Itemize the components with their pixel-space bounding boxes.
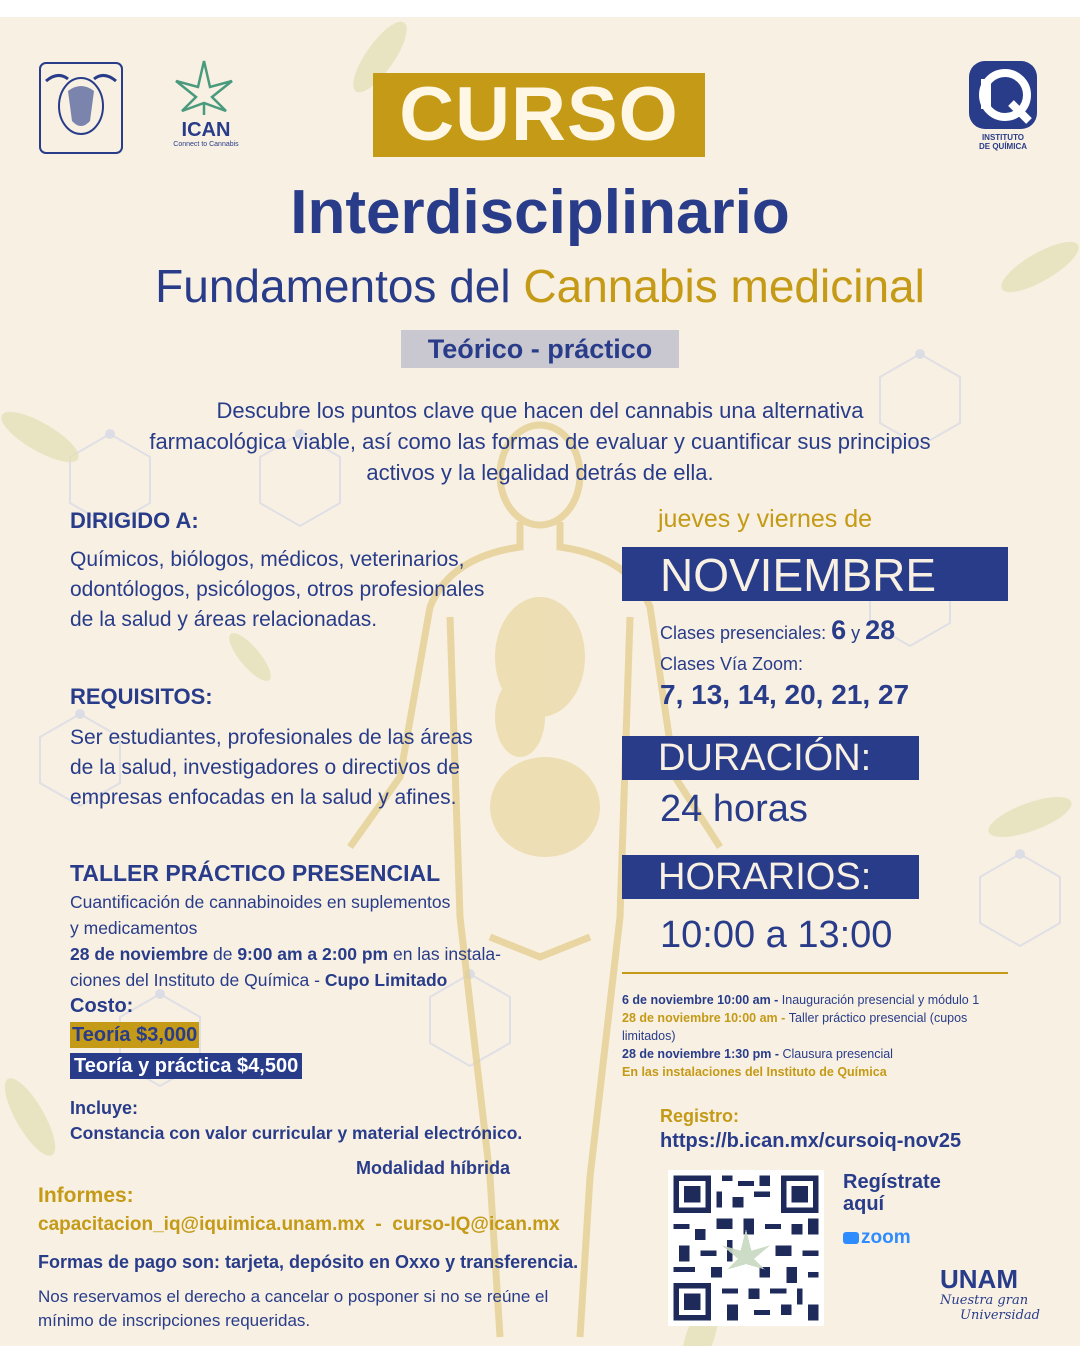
disclaimer-line1: Nos reservamos el derecho a cancelar o posponer si no se reúne el (38, 1287, 549, 1306)
dias-intro: jueves y viernes de (658, 505, 873, 533)
duracion-label: DURACIÓN: (622, 736, 919, 780)
requisitos-line2: de la salud, investigadores o directivos de (70, 756, 460, 779)
requisitos-line1: Ser estudiantes, profesionales de las áreas (70, 726, 473, 749)
ican-name: ICAN (181, 119, 231, 141)
dirigido-heading: DIRIGIDO A: (70, 508, 199, 533)
informes-emails[interactable]: capacitacion_iq@iquimica.unam.mx - curso-IQ@ican.mx (38, 1214, 560, 1235)
costo-heading: Costo: (70, 995, 134, 1017)
subtitle-part1: Fundamentos del (155, 260, 524, 312)
taller-line4-text: ciones del Instituto de Química - (70, 970, 325, 990)
taller-heading: TALLER PRÁCTICO PRESENCIAL (70, 860, 441, 886)
taller-line3-rest: en las instala- (388, 944, 501, 964)
payment-methods: Formas de pago son: tarjeta, depósito en Oxxo y transferencia. (38, 1252, 579, 1272)
dirigido-line3: de la salud y áreas relacionadas. (70, 608, 378, 631)
taller-date-mid: de (208, 944, 238, 964)
zoom-wordmark: zoom (861, 1227, 911, 1248)
schedule-row-2 (622, 1009, 1012, 1027)
subtitle-part2: Cannabis medicinal (523, 260, 925, 312)
registrate-line2: aquí (843, 1193, 885, 1215)
taller-line4 (70, 967, 590, 993)
poster (0, 17, 1080, 1346)
modalidad-text: Modalidad híbrida (356, 1158, 511, 1178)
presencial-date-b: 28 (865, 615, 896, 645)
schedule-list (622, 991, 1012, 1081)
presencial-date-a: 6 (831, 615, 847, 645)
price-teoria-practica: Teoría y práctica $4,500 (70, 1053, 302, 1079)
schedule-location: En las instalaciones del Instituto de Química (622, 1065, 887, 1079)
schedule-row-3-text: Clausura presencial (782, 1047, 893, 1061)
zoom-label: Clases Vía Zoom: (660, 654, 804, 674)
schedule-row-1 (622, 991, 1012, 1009)
taller-date: 28 de noviembre (70, 944, 209, 964)
unam-tagline-line1: Nuestra gran (940, 1293, 1029, 1308)
horarios-value: 10:00 a 13:00 (660, 914, 893, 956)
taller-text (70, 889, 590, 993)
taller-line3 (70, 941, 590, 967)
schedule-row-3-date: 28 de noviembre 1:30 pm - (622, 1047, 783, 1061)
taller-line1: Cuantificación de cannabinoides en suplementos (70, 892, 451, 912)
ican-logo (168, 59, 244, 148)
iq-logo-icon (967, 59, 1039, 131)
cannabis-leaf-icon (172, 59, 236, 117)
horarios-label: HORARIOS: (622, 855, 919, 899)
taller-time: 9:00 am a 2:00 pm (237, 944, 389, 964)
unam-seal-icon (38, 61, 124, 161)
registrate-cta[interactable] (843, 1171, 941, 1215)
intro-line3: activos y la legalidad detrás de ella. (366, 460, 714, 485)
ican-tagline: Connect to Cannabis (173, 141, 239, 148)
qr-code-icon[interactable] (668, 1170, 824, 1326)
unam-wordmark: UNAM (940, 1264, 1018, 1294)
schedule-row-2-date: 28 de noviembre 10:00 am - (622, 1011, 789, 1025)
month-banner: NOVIEMBRE (622, 547, 1008, 601)
disclaimer-line2: mínimo de inscripciones requeridas. (38, 1311, 311, 1330)
schedule-row-2-cont: limitados) (622, 1029, 676, 1043)
dirigido-line2: odontólogos, psicólogos, otros profesionales (70, 578, 485, 601)
zoom-logo (843, 1227, 911, 1249)
schedule-row-2-text: Taller práctico presencial (cupos (788, 1011, 968, 1025)
registro-url[interactable]: https://b.ican.mx/cursoiq-nov25 (660, 1130, 962, 1152)
intro-line2: farmacológica viable, así como las formas de evaluar y cuantificar sus principios (149, 429, 931, 454)
schedule-row-3 (622, 1045, 1012, 1063)
incluye-text: Constancia con valor curricular y material electrónico. (70, 1123, 523, 1143)
requisitos-line3: empresas enfocadas en la salud y afines. (70, 786, 457, 809)
iq-line1: INSTITUTO (981, 133, 1025, 142)
dirigido-line1: Químicos, biólogos, médicos, veterinarios, (70, 548, 465, 571)
iq-line2: DE QUÍMICA (979, 142, 1027, 151)
registro-heading: Registro: (660, 1106, 740, 1126)
intro-line1: Descubre los puntos clave que hacen del cannabis una alternativa (216, 398, 864, 423)
price-teoria: Teoría $3,000 (72, 1024, 198, 1046)
presencial-y: y (846, 623, 866, 643)
zoom-dates: 7, 13, 14, 20, 21, 27 (660, 679, 910, 710)
requisitos-heading: REQUISITOS: (70, 684, 213, 709)
presenciales-line (660, 615, 895, 646)
schedule-divider (622, 972, 1008, 974)
unam-tagline-logo (940, 1265, 1050, 1323)
course-type-tag: Teórico - práctico (401, 330, 679, 368)
informes-heading: Informes: (38, 1184, 134, 1207)
dirigido-text (70, 545, 570, 635)
incluye-heading: Incluye: (70, 1098, 139, 1118)
registrate-line1: Regístrate (843, 1171, 941, 1193)
unam-tagline-line2: Universidad (960, 1308, 1040, 1323)
course-subtitle (0, 259, 1080, 313)
duracion-value: 24 horas (660, 788, 808, 830)
taller-line2: y medicamentos (70, 918, 198, 938)
curso-banner: CURSO (373, 73, 705, 157)
schedule-row-1-text: Inauguración presencial y módulo 1 (781, 993, 980, 1007)
requisitos-text (70, 723, 570, 813)
presenciales-label: Clases presenciales: (660, 623, 832, 643)
course-title: Interdisciplinario (290, 178, 790, 247)
taller-cupo: Cupo Limitado (324, 970, 448, 990)
schedule-row-1-date: 6 de noviembre 10:00 am - (622, 993, 782, 1007)
instituto-quimica-logo (960, 59, 1046, 151)
zoom-camera-icon (843, 1232, 859, 1244)
disclaimer (38, 1285, 548, 1333)
intro-paragraph (70, 395, 1010, 488)
